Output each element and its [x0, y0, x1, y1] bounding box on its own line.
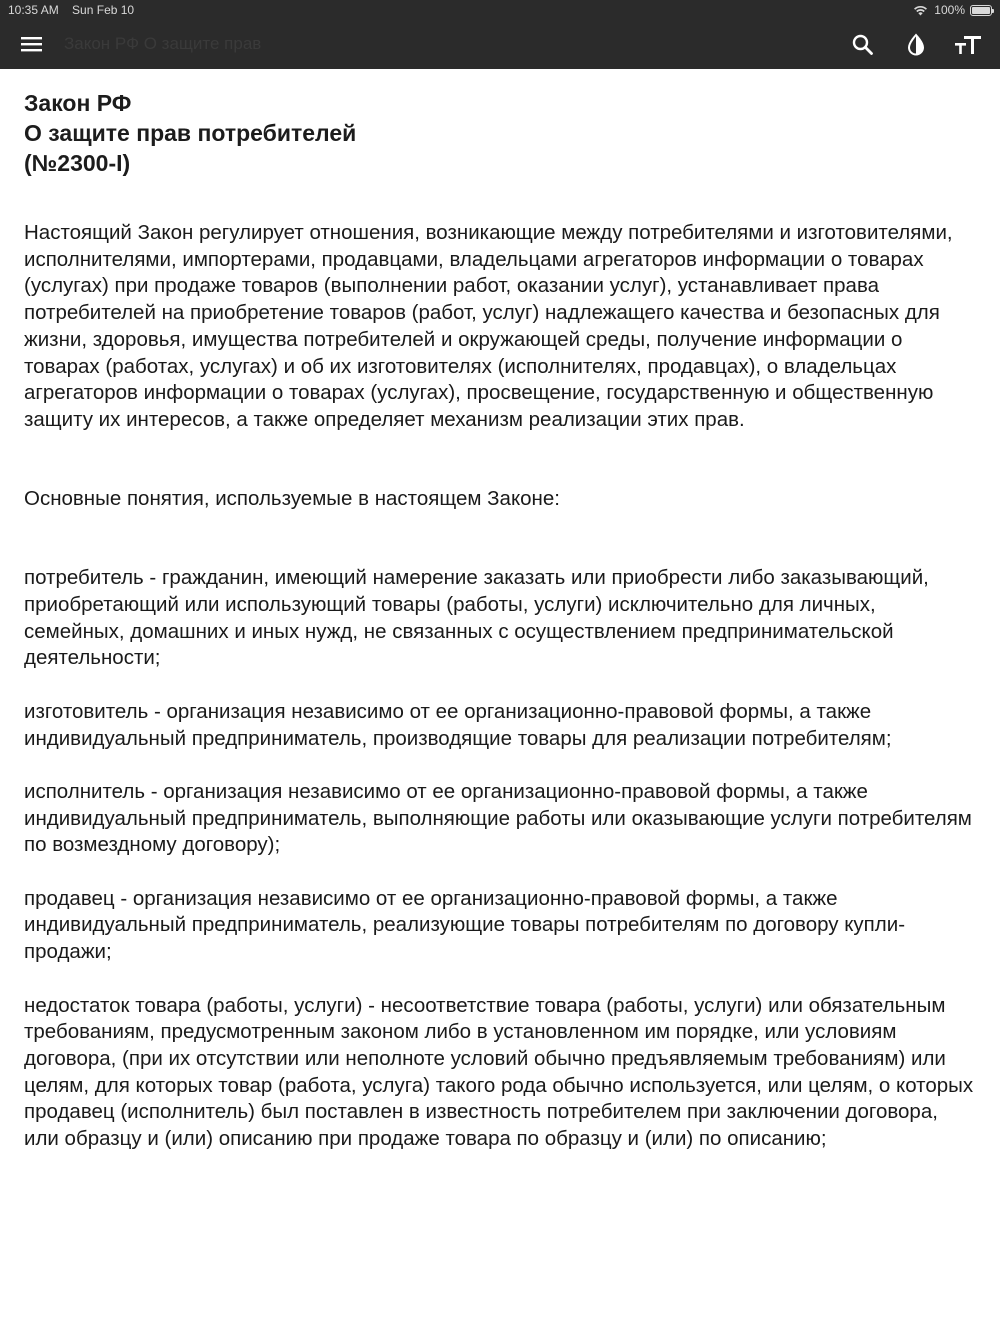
definition-defect: недостаток товара (работы, услуги) - несоответствие товара (работы, услуги) или обязательным требованиям, предусмотренным законом либо в установленном им порядке, или условиям договора, (при их отсутствии или неполноте условий обычно предъявляемым требованиям) или целям, для которых товар (работа, услуга) такого рода обычно используется, или целям, о которых продавец (исполнитель) был поставлен в известность потребителем при заключении договора, или образцу и (или) описанию при продаже товара по образцу и (или) по описанию; [24, 993, 974, 1151]
document-body [24, 88, 974, 1153]
document-title [24, 88, 974, 178]
status-right [913, 3, 992, 17]
font-size-icon [953, 30, 983, 60]
title-line-name: О защите прав потребителей [24, 120, 357, 146]
status-time: 10:35 AM [8, 3, 59, 17]
contrast-icon [901, 30, 931, 60]
app-header [0, 0, 1000, 69]
status-date: Sun Feb 10 [72, 3, 135, 17]
font-size-button[interactable] [953, 30, 983, 60]
contrast-button[interactable] [901, 30, 931, 60]
intro-paragraph: Настоящий Закон регулирует отношения, возникающие между потребителями и изготовителями, исполнителями, импортерами, продавцами, владельцами агрегаторов информации о товарах (услугах) при продаже товаров (выполнении работ, оказании услуг), устанавливает права потребителей на приобретение товаров (работ, услуг) надлежащего качества и безопасных для жизни, здоровья, имущества потребителей и окружающей среды, получение информации о товарах (работах, услугах) и об их изготовителях (исполнителях, продавцах), о владельцах агрегаторов информации о товарах (услугах), просвещение, государственную и общественную защиту их интересов, а также определяет механизм реализации этих прав. [24, 221, 953, 431]
menu-icon [18, 30, 46, 58]
status-left [8, 3, 144, 17]
toolbar-document-title: Закон РФ О защите прав [64, 34, 262, 53]
definition-executor: исполнитель - организация независимо от ее организационно-правовой формы, а также индивидуальный предприниматель, выполняющие работы или оказывающие услуги потребителям по возмездному договору); [24, 779, 972, 857]
search-button[interactable] [848, 30, 878, 60]
battery-percent: 100% [934, 3, 965, 17]
title-line-law: Закон РФ [24, 90, 132, 116]
battery-icon [970, 5, 992, 16]
menu-button[interactable] [18, 30, 46, 58]
definition-manufacturer: изготовитель - организация независимо от ее организационно-правовой формы, а также индивидуальный предприниматель, производящие товары для реализации потребителям; [24, 699, 892, 750]
wifi-icon [913, 5, 928, 16]
concepts-heading: Основные понятия, используемые в настоящем Законе: [24, 486, 560, 510]
title-line-number: (№2300-I) [24, 150, 131, 176]
definition-consumer: потребитель - гражданин, имеющий намерение заказать или приобрести либо заказывающий, приобретающий или использующий товары (работы, услуги) исключительно для личных, семейных, домашних и иных нужд, не связанных с осуществлением предпринимательской деятельности; [24, 566, 929, 670]
definition-seller: продавец - организация независимо от ее организационно-правовой формы, а также индивидуальный предприниматель, реализующие товары потребителям по договору купли-продажи; [24, 886, 906, 964]
toolbar [0, 20, 1000, 69]
status-bar [0, 0, 1000, 20]
search-icon [848, 30, 878, 60]
